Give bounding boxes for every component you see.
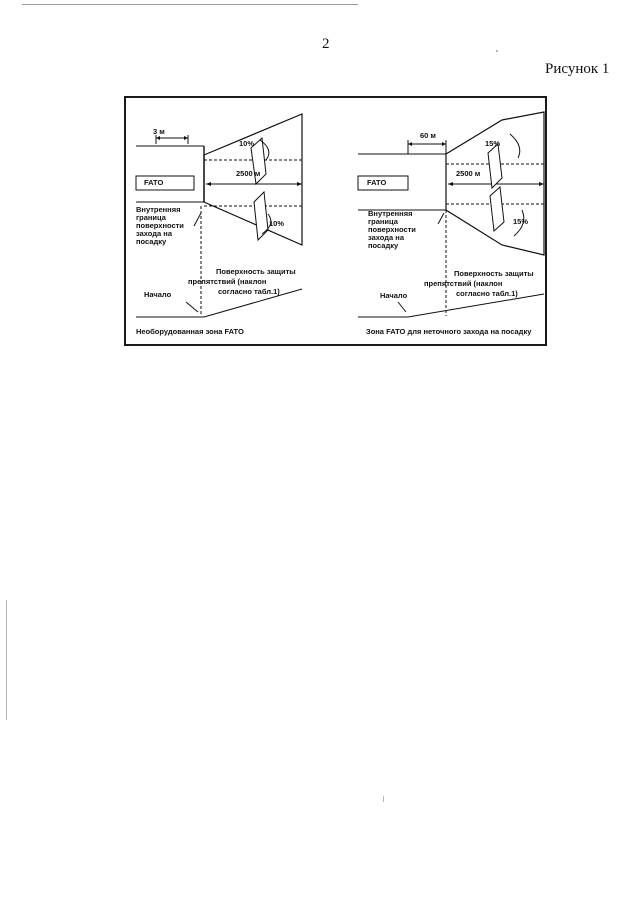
left-panel-caption: Необорудованная зона FATO bbox=[136, 327, 244, 336]
right-slope-label: согласно табл.1) bbox=[456, 289, 518, 298]
left-inner-edge-label: Внутренняя граница поверхности захода на посадку bbox=[136, 205, 184, 246]
right-fato-label: FATO bbox=[367, 178, 387, 187]
right-origin-label: Начало bbox=[380, 291, 408, 300]
right-panel-caption: Зона FATO для неточного захода на посадку bbox=[366, 327, 532, 336]
left-angle-bottom-label: 10% bbox=[269, 219, 285, 228]
scan-mark-left bbox=[6, 600, 7, 720]
left-surface-label: Поверхность защиты bbox=[216, 267, 296, 276]
right-inner-edge-label: Внутренняя граница поверхности захода на посадку bbox=[368, 209, 416, 250]
right-obstacle-label: препятствий (наклон bbox=[424, 279, 503, 288]
scan-mark-top bbox=[496, 50, 498, 52]
page-number: 2 bbox=[322, 36, 330, 52]
left-length-label: 2500 м bbox=[236, 169, 261, 178]
left-width-label: 3 м bbox=[153, 127, 165, 136]
top-rule bbox=[22, 4, 358, 5]
left-origin-label: Начало bbox=[144, 290, 172, 299]
figure-frame bbox=[124, 96, 547, 346]
left-slope-label: согласно табл.1) bbox=[218, 287, 280, 296]
right-surface-label: Поверхность защиты bbox=[454, 269, 534, 278]
left-fato-label: FATO bbox=[144, 178, 164, 187]
left-obstacle-label: препятствий (наклон bbox=[188, 277, 267, 286]
right-angle-bottom-label: 15% bbox=[513, 217, 529, 226]
right-width-label: 60 м bbox=[420, 131, 436, 140]
right-angle-top-label: 15% bbox=[485, 139, 501, 148]
approach-surface-diagram bbox=[126, 98, 549, 348]
right-length-label: 2500 м bbox=[456, 169, 481, 178]
figure-caption: Рисунок 1 bbox=[545, 61, 610, 77]
scan-mark-bottom bbox=[383, 796, 384, 802]
left-angle-top-label: 10% bbox=[239, 139, 255, 148]
